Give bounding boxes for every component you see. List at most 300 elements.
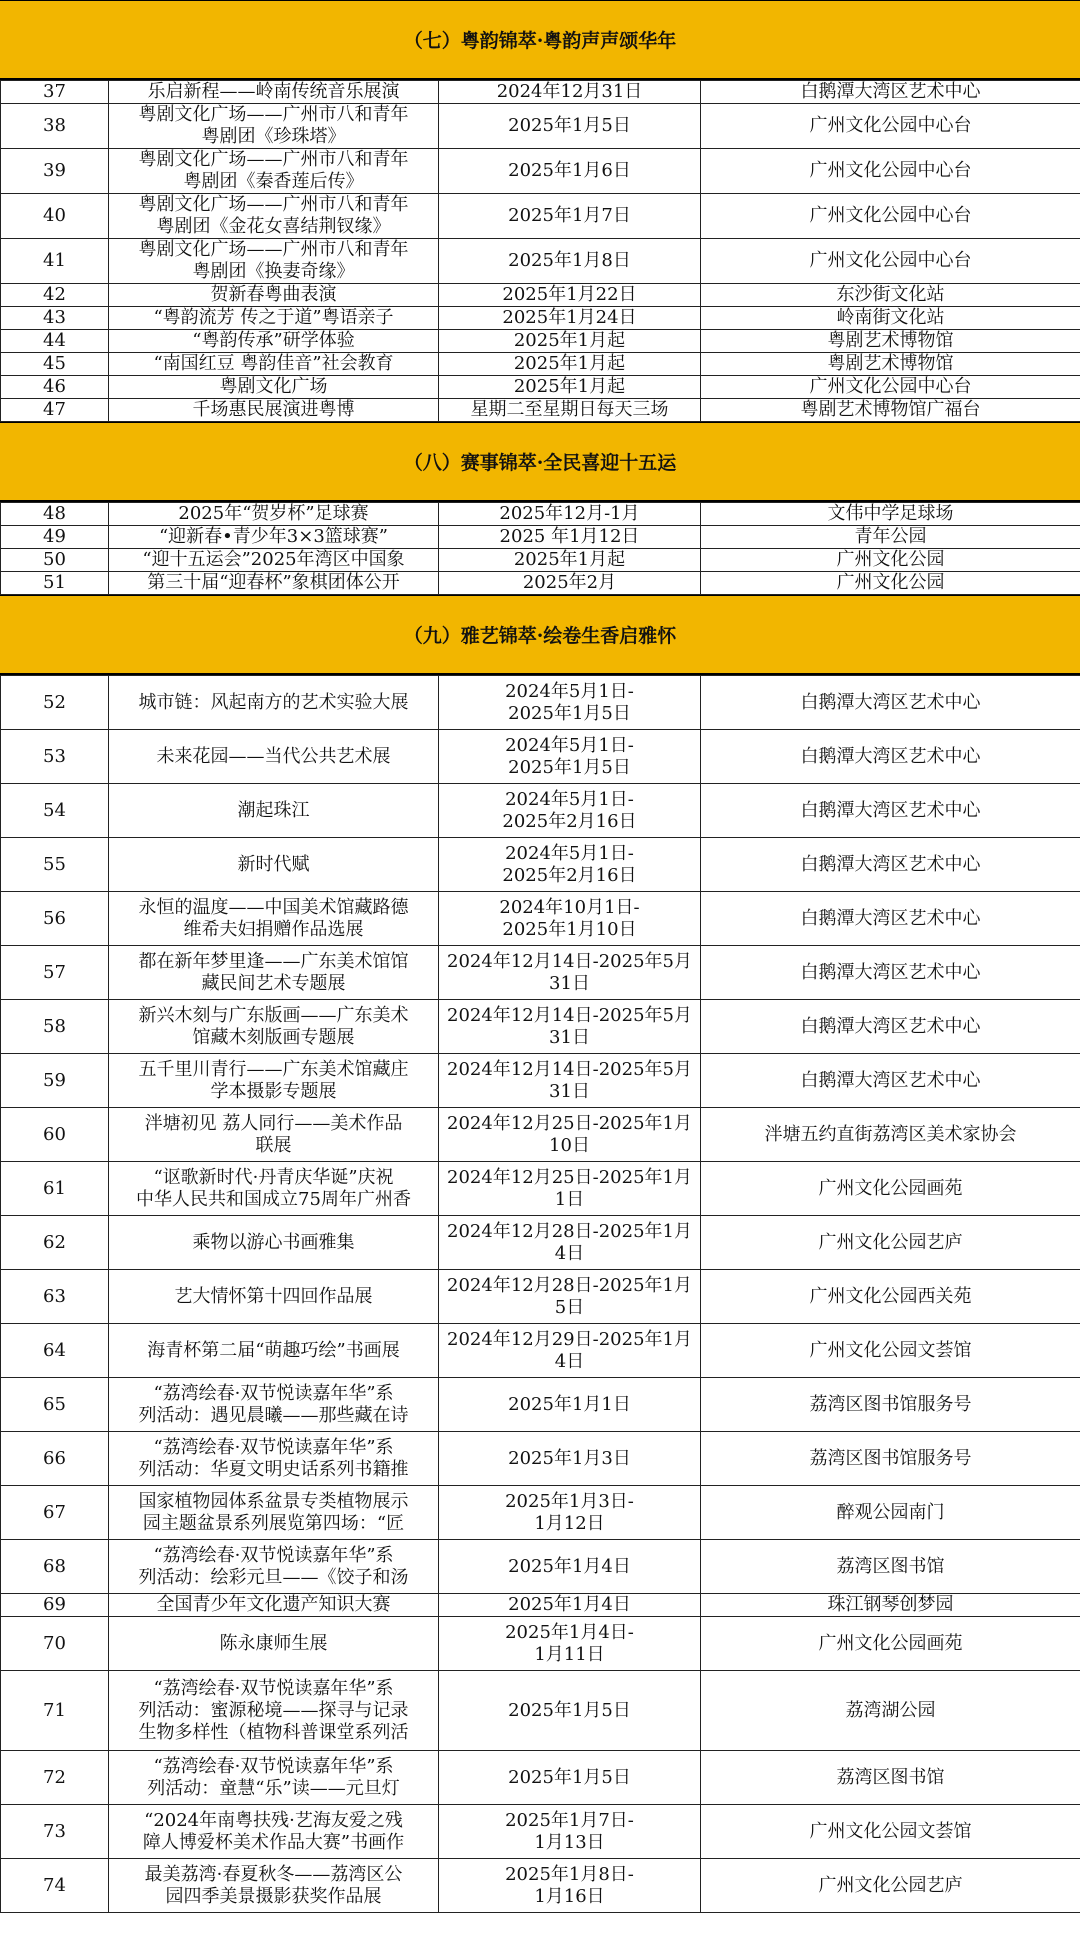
event-venue: 广州文化公园中心台: [809, 160, 972, 181]
event-date: 2025年1月起: [513, 353, 626, 374]
event-name: 新时代赋: [237, 853, 310, 875]
events-table: [0, 80, 1080, 422]
event-venue: 文伟中学足球场: [827, 503, 954, 524]
event-date-cell: [439, 194, 701, 239]
event-date: 2025年1月6日: [508, 160, 631, 181]
event-name-cell: [109, 730, 439, 784]
event-date-cell: [439, 784, 701, 838]
event-venue: 广州文化公园文荟馆: [809, 1339, 972, 1361]
row-number: 43: [43, 307, 66, 328]
event-venue: 岭南街文化站: [836, 307, 945, 328]
row-number: 65: [43, 1393, 66, 1415]
table-row: [1, 376, 1080, 399]
event-date: 2025年1月4日- 1月11日: [505, 1621, 634, 1665]
event-name: 陈永康师生展: [219, 1632, 328, 1654]
row-number: 64: [43, 1339, 66, 1361]
row-number: 63: [43, 1285, 66, 1307]
event-date-cell: [439, 892, 701, 946]
event-name: 千场惠民展演进粤博: [192, 399, 355, 420]
event-name-cell: [109, 1162, 439, 1216]
event-date: 2025年1月8日- 1月16日: [505, 1863, 634, 1907]
event-date: 2025年1月5日: [508, 115, 631, 136]
row-number-cell: [1, 1859, 109, 1913]
event-venue-cell: [701, 1108, 1080, 1162]
event-name: 粤剧文化广场——广州市八和青年 粤剧团《珍珠塔》: [138, 104, 409, 147]
event-name-cell: [109, 81, 439, 104]
event-venue: 广州文化公园艺庐: [818, 1874, 963, 1896]
event-name-cell: [109, 1378, 439, 1432]
event-name: 艺大情怀第十四回作品展: [174, 1285, 373, 1307]
event-venue-cell: [701, 730, 1080, 784]
row-number-cell: [1, 1270, 109, 1324]
event-venue-cell: [701, 376, 1080, 399]
table-row: [1, 526, 1080, 549]
row-number: 53: [43, 745, 66, 767]
table-row: [1, 1617, 1080, 1671]
event-venue-cell: [701, 1378, 1080, 1432]
table-row: [1, 1216, 1080, 1270]
table-row: [1, 194, 1080, 239]
event-venue: 白鹅潭大湾区艺术中心: [800, 1015, 981, 1037]
row-number: 57: [43, 961, 66, 983]
row-number-cell: [1, 1486, 109, 1540]
event-date: 2025年1月1日: [508, 1393, 631, 1415]
event-date-cell: [439, 1486, 701, 1540]
row-number: 48: [43, 503, 66, 524]
row-number-cell: [1, 1594, 109, 1617]
table-row: [1, 104, 1080, 149]
event-venue: 青年公园: [854, 526, 927, 547]
event-name: “2024年南粤扶残·艺海友爱之残 障人博爱杯美术作品大赛”书画作: [142, 1809, 405, 1853]
event-venue-cell: [701, 284, 1080, 307]
event-venue-cell: [701, 549, 1080, 572]
events-table: [0, 675, 1080, 1913]
event-venue-cell: [701, 1162, 1080, 1216]
event-venue-cell: [701, 526, 1080, 549]
row-number-cell: [1, 946, 109, 1000]
event-date: 2025年1月22日: [502, 284, 637, 305]
section-title: （九）雅艺锦萃·绘卷生香启雅怀: [403, 625, 677, 647]
event-venue: 白鹅潭大湾区艺术中心: [800, 1069, 981, 1091]
event-venue: 珠江钢琴创梦园: [827, 1594, 954, 1615]
event-date: 2025年1月起: [513, 549, 626, 570]
event-venue-cell: [701, 307, 1080, 330]
event-name-cell: [109, 784, 439, 838]
event-venue-cell: [701, 1216, 1080, 1270]
event-venue-cell: [701, 784, 1080, 838]
event-venue-cell: [701, 946, 1080, 1000]
event-venue: 广州文化公园中心台: [809, 205, 972, 226]
event-venue: 白鹅潭大湾区艺术中心: [800, 907, 981, 929]
row-number: 47: [43, 399, 66, 420]
table-row: [1, 307, 1080, 330]
event-venue-cell: [701, 1486, 1080, 1540]
event-venue: 荔湾区图书馆服务号: [809, 1447, 972, 1469]
row-number: 67: [43, 1501, 66, 1523]
event-date: 2025年1月3日- 1月12日: [505, 1490, 634, 1534]
row-number-cell: [1, 892, 109, 946]
row-number-cell: [1, 838, 109, 892]
event-venue-cell: [701, 676, 1080, 730]
table-row: [1, 730, 1080, 784]
row-number-cell: [1, 676, 109, 730]
event-venue: 广州文化公园艺庐: [818, 1231, 963, 1253]
row-number-cell: [1, 1671, 109, 1751]
event-name-cell: [109, 284, 439, 307]
event-venue: 广州文化公园画苑: [818, 1177, 963, 1199]
event-name: 海青杯第二届“萌趣巧绘”书画展: [147, 1339, 400, 1361]
event-name: “荔湾绘春·双节悦读嘉年华”系 列活动：华夏文明史话系列书籍推: [138, 1436, 409, 1480]
table-row: [1, 1054, 1080, 1108]
row-number: 70: [43, 1632, 66, 1654]
event-date-cell: [439, 284, 701, 307]
event-venue-cell: [701, 149, 1080, 194]
event-date-cell: [439, 572, 701, 595]
table-row: [1, 149, 1080, 194]
event-name-cell: [109, 330, 439, 353]
row-number: 50: [43, 549, 66, 570]
event-name-cell: [109, 104, 439, 149]
event-name-cell: [109, 946, 439, 1000]
row-number-cell: [1, 399, 109, 422]
event-name-cell: [109, 376, 439, 399]
event-date-cell: [439, 1216, 701, 1270]
event-date-cell: [439, 104, 701, 149]
event-date: 2025年1月5日: [508, 1766, 631, 1788]
row-number: 62: [43, 1231, 66, 1253]
row-number: 41: [43, 250, 66, 271]
table-row: [1, 239, 1080, 284]
event-name-cell: [109, 194, 439, 239]
event-date: 2024年12月14日-2025年5月 31日: [447, 950, 692, 994]
event-name: 永恒的温度——中国美术馆藏路德 维希夫妇捐赠作品选展: [138, 896, 409, 940]
event-name: 2025年“贺岁杯”足球赛: [178, 503, 369, 524]
event-date-cell: [439, 330, 701, 353]
row-number-cell: [1, 503, 109, 526]
event-venue: 广州文化公园文荟馆: [809, 1820, 972, 1842]
row-number-cell: [1, 1162, 109, 1216]
event-name-cell: [109, 1270, 439, 1324]
event-name: 粤剧文化广场——广州市八和青年 粤剧团《秦香莲后传》: [138, 149, 409, 192]
event-name-cell: [109, 307, 439, 330]
table-row: [1, 81, 1080, 104]
event-venue-cell: [701, 194, 1080, 239]
event-name: “南国红豆 粤韵佳音”社会教育: [153, 353, 394, 374]
row-number: 60: [43, 1123, 66, 1145]
table-row: [1, 572, 1080, 595]
event-name: “迎新春•青少年3×3篮球赛”: [158, 526, 388, 547]
section-title: （八）赛事锦萃·全民喜迎十五运: [403, 452, 677, 474]
event-name: 泮塘初见 荔人同行——美术作品 联展: [144, 1112, 403, 1156]
event-date: 2025 年1月12日: [499, 526, 640, 547]
event-name: “讴歌新时代·丹青庆华诞”庆祝 中华人民共和国成立75周年广州香: [136, 1166, 411, 1210]
event-venue-cell: [701, 1805, 1080, 1859]
table-row: [1, 838, 1080, 892]
event-name-cell: [109, 1000, 439, 1054]
table-row: [1, 284, 1080, 307]
event-venue-cell: [701, 503, 1080, 526]
event-date: 2025年1月8日: [508, 250, 631, 271]
event-venue: 白鹅潭大湾区艺术中心: [800, 691, 981, 713]
event-date-cell: [439, 838, 701, 892]
event-venue: 荔湾区图书馆服务号: [809, 1393, 972, 1415]
event-name-cell: [109, 526, 439, 549]
event-venue-cell: [701, 1540, 1080, 1594]
table-row: [1, 1859, 1080, 1913]
event-date: 2024年5月1日- 2025年1月5日: [505, 680, 634, 724]
event-date-cell: [439, 1000, 701, 1054]
event-venue-cell: [701, 1000, 1080, 1054]
event-date-cell: [439, 526, 701, 549]
event-name: “迎十五运会”2025年湾区中国象: [142, 549, 405, 570]
event-date-cell: [439, 1162, 701, 1216]
event-name: 未来花园——当代公共艺术展: [156, 745, 391, 767]
row-number-cell: [1, 1324, 109, 1378]
row-number: 45: [43, 353, 66, 374]
event-venue-cell: [701, 892, 1080, 946]
event-name-cell: [109, 1671, 439, 1751]
event-name-cell: [109, 1216, 439, 1270]
row-number: 40: [43, 205, 66, 226]
row-number-cell: [1, 307, 109, 330]
event-venue: 荔湾区图书馆: [836, 1766, 945, 1788]
event-date-cell: [439, 730, 701, 784]
event-name-cell: [109, 838, 439, 892]
row-number: 52: [43, 691, 66, 713]
event-name: 粤剧文化广场——广州市八和青年 粤剧团《换妻奇缘》: [138, 239, 409, 282]
table-row: [1, 353, 1080, 376]
table-row: [1, 503, 1080, 526]
event-date-cell: [439, 1671, 701, 1751]
row-number-cell: [1, 1378, 109, 1432]
event-venue-cell: [701, 1617, 1080, 1671]
event-date: 2025年1月7日: [508, 205, 631, 226]
event-name: 第三十届“迎春杯”象棋团体公开: [147, 572, 400, 593]
row-number-cell: [1, 1108, 109, 1162]
event-date-cell: [439, 1432, 701, 1486]
event-date: 2024年10月1日- 2025年1月10日: [499, 896, 640, 940]
row-number: 39: [43, 160, 66, 181]
table-row: [1, 330, 1080, 353]
row-number-cell: [1, 526, 109, 549]
row-number: 74: [43, 1874, 66, 1896]
event-name: 最美荔湾·春夏秋冬——荔湾区公 园四季美景摄影获奖作品展: [144, 1863, 403, 1907]
event-date: 2025年2月: [522, 572, 617, 593]
table-row: [1, 1378, 1080, 1432]
event-venue: 广州文化公园中心台: [809, 250, 972, 271]
event-date: 2025年1月5日: [508, 1699, 631, 1721]
row-number: 46: [43, 376, 66, 397]
event-name-cell: [109, 149, 439, 194]
event-venue-cell: [701, 838, 1080, 892]
event-name-cell: [109, 1486, 439, 1540]
row-number-cell: [1, 784, 109, 838]
row-number: 37: [43, 81, 66, 102]
event-date-cell: [439, 149, 701, 194]
event-name-cell: [109, 239, 439, 284]
row-number-cell: [1, 730, 109, 784]
section-header: [0, 595, 1080, 675]
event-date: 2024年12月14日-2025年5月 31日: [447, 1058, 692, 1102]
event-date: 2025年1月24日: [502, 307, 637, 328]
table-row: [1, 1162, 1080, 1216]
row-number: 68: [43, 1555, 66, 1577]
event-venue-cell: [701, 81, 1080, 104]
table-row: [1, 1324, 1080, 1378]
table-row: [1, 946, 1080, 1000]
event-name-cell: [109, 1859, 439, 1913]
row-number-cell: [1, 81, 109, 104]
table-row: [1, 784, 1080, 838]
event-date-cell: [439, 1378, 701, 1432]
event-venue-cell: [701, 330, 1080, 353]
row-number: 59: [43, 1069, 66, 1091]
event-name: 粤剧文化广场: [219, 376, 328, 397]
row-number: 58: [43, 1015, 66, 1037]
row-number-cell: [1, 1540, 109, 1594]
event-name-cell: [109, 503, 439, 526]
event-name-cell: [109, 1617, 439, 1671]
event-date-cell: [439, 1054, 701, 1108]
event-venue: 醉观公园南门: [836, 1501, 945, 1523]
event-name: 贺新春粤曲表演: [210, 284, 337, 305]
event-name-cell: [109, 1751, 439, 1805]
event-venue: 广州文化公园中心台: [809, 115, 972, 136]
row-number-cell: [1, 1751, 109, 1805]
section-header: [0, 422, 1080, 502]
event-date-cell: [439, 307, 701, 330]
event-name: 五千里川青行——广东美术馆藏庄 学本摄影专题展: [138, 1058, 409, 1102]
event-date-cell: [439, 1805, 701, 1859]
event-venue-cell: [701, 1432, 1080, 1486]
table-row: [1, 1000, 1080, 1054]
event-name: 潮起珠江: [237, 799, 310, 821]
event-date: 2024年5月1日- 2025年1月5日: [505, 734, 634, 778]
row-number: 56: [43, 907, 66, 929]
event-venue: 广州文化公园: [836, 572, 945, 593]
event-venue: 白鹅潭大湾区艺术中心: [800, 961, 981, 983]
event-name: 粤剧文化广场——广州市八和青年 粤剧团《金花女喜结荆钗缘》: [138, 194, 409, 237]
row-number: 55: [43, 853, 66, 875]
event-name-cell: [109, 1324, 439, 1378]
event-date-cell: [439, 353, 701, 376]
row-number-cell: [1, 239, 109, 284]
event-venue-cell: [701, 1751, 1080, 1805]
event-name-cell: [109, 1054, 439, 1108]
event-name-cell: [109, 892, 439, 946]
row-number-cell: [1, 1805, 109, 1859]
event-venue: 白鹅潭大湾区艺术中心: [800, 81, 981, 102]
event-venue: 粤剧艺术博物馆: [827, 330, 954, 351]
row-number-cell: [1, 149, 109, 194]
row-number-cell: [1, 104, 109, 149]
event-name-cell: [109, 1432, 439, 1486]
event-venue-cell: [701, 1324, 1080, 1378]
table-row: [1, 892, 1080, 946]
event-venue-cell: [701, 104, 1080, 149]
table-row: [1, 1108, 1080, 1162]
event-date: 2025年1月4日: [508, 1555, 631, 1577]
event-venue-cell: [701, 353, 1080, 376]
event-date: 2025年1月起: [513, 376, 626, 397]
row-number: 72: [43, 1766, 66, 1788]
row-number-cell: [1, 1000, 109, 1054]
event-date: 2024年12月25日-2025年1月 1日: [447, 1166, 692, 1210]
event-name-cell: [109, 1108, 439, 1162]
event-date-cell: [439, 399, 701, 422]
event-venue: 粤剧艺术博物馆广福台: [800, 399, 981, 420]
event-date-cell: [439, 81, 701, 104]
event-name: 国家植物园体系盆景专类植物展示 园主题盆景系列展览第四场：“匠: [138, 1490, 409, 1534]
event-venue-cell: [701, 239, 1080, 284]
row-number-cell: [1, 1054, 109, 1108]
event-venue: 白鹅潭大湾区艺术中心: [800, 799, 981, 821]
event-venue-cell: [701, 1054, 1080, 1108]
event-name-cell: [109, 572, 439, 595]
event-venue: 荔湾湖公园: [845, 1699, 936, 1721]
row-number-cell: [1, 330, 109, 353]
row-number: 38: [43, 115, 66, 136]
event-venue: 泮塘五约直街荔湾区美术家协会: [764, 1123, 1017, 1145]
row-number-cell: [1, 1617, 109, 1671]
event-name-cell: [109, 676, 439, 730]
event-venue: 广州文化公园西关苑: [809, 1285, 972, 1307]
row-number: 71: [43, 1699, 66, 1721]
table-row: [1, 1805, 1080, 1859]
row-number-cell: [1, 353, 109, 376]
table-row: [1, 1594, 1080, 1617]
event-venue: 东沙街文化站: [836, 284, 945, 305]
table-row: [1, 1486, 1080, 1540]
event-date-cell: [439, 1617, 701, 1671]
event-date: 2024年12月29日-2025年1月 4日: [447, 1328, 692, 1372]
event-name-cell: [109, 1540, 439, 1594]
table-row: [1, 676, 1080, 730]
row-number: 69: [43, 1594, 66, 1615]
event-date: 2024年12月31日: [496, 81, 643, 102]
event-date-cell: [439, 1859, 701, 1913]
event-name: 乘物以游心书画雅集: [192, 1231, 355, 1253]
event-date-cell: [439, 1270, 701, 1324]
event-date: 2024年12月28日-2025年1月 4日: [447, 1220, 692, 1264]
event-venue: 广州文化公园中心台: [809, 376, 972, 397]
row-number: 54: [43, 799, 66, 821]
event-name: “粤韵传承”研学体验: [192, 330, 355, 351]
event-date-cell: [439, 1594, 701, 1617]
table-row: [1, 1671, 1080, 1751]
event-date-cell: [439, 676, 701, 730]
event-venue: 粤剧艺术博物馆: [827, 353, 954, 374]
event-name-cell: [109, 1805, 439, 1859]
event-venue: 广州文化公园: [836, 549, 945, 570]
event-date: 2025年1月起: [513, 330, 626, 351]
event-date-cell: [439, 1540, 701, 1594]
table-row: [1, 1432, 1080, 1486]
event-name-cell: [109, 1594, 439, 1617]
row-number: 51: [43, 572, 66, 593]
event-date: 2024年5月1日- 2025年2月16日: [502, 788, 637, 832]
row-number: 73: [43, 1820, 66, 1842]
event-date: 2025年1月3日: [508, 1447, 631, 1469]
events-table: [0, 502, 1080, 595]
table-row: [1, 1751, 1080, 1805]
row-number: 61: [43, 1177, 66, 1199]
event-venue-cell: [701, 1859, 1080, 1913]
event-date: 2024年12月14日-2025年5月 31日: [447, 1004, 692, 1048]
event-date: 2024年12月28日-2025年1月 5日: [447, 1274, 692, 1318]
event-date: 2024年5月1日- 2025年2月16日: [502, 842, 637, 886]
event-date-cell: [439, 549, 701, 572]
